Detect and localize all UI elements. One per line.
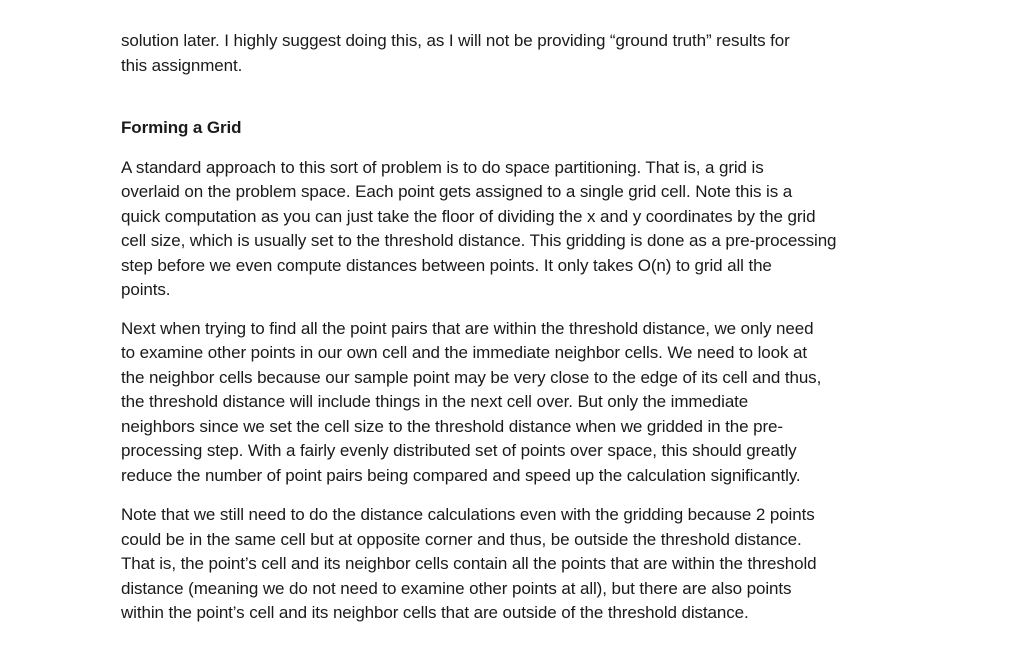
text-line: points.: [121, 280, 171, 299]
text-line: this assignment.: [121, 55, 243, 75]
text-line: cell size, which is usually set to the threshold distance. This gridding is done as a pre-processing: [121, 231, 837, 250]
text-line: quick computation as you can just take the floor of dividing the x and y coordinates by the grid: [121, 206, 816, 226]
text-line: processing step. With a fairly evenly distributed set of points over space, this should greatly: [121, 441, 797, 460]
text-line: could be in the same cell but at opposite corner and thus, be outside the threshold distance.: [121, 529, 802, 549]
document-page: [121, 29, 911, 626]
text-line: Note that we still need to do the distance calculations even with the gridding because 2 points: [121, 505, 815, 524]
paragraph-neighbor-cells: [121, 317, 911, 489]
text-line: the neighbor cells because our sample point may be very close to the edge of its cell and thus,: [121, 367, 822, 387]
text-line: step before we even compute distances between points. It only takes O(n) to grid all the: [121, 255, 772, 275]
text-line: distance (meaning we do not need to examine other points at all), but there are also points: [121, 578, 792, 598]
text-line: solution later. I highly suggest doing this, as I will not be providing “ground truth” results for: [121, 31, 790, 50]
intro-paragraph: [121, 29, 911, 78]
text-line: overlaid on the problem space. Each point gets assigned to a single grid cell. Note this is a: [121, 182, 793, 201]
paragraph-distance-calculations: [121, 503, 911, 626]
text-line: That is, the point’s cell and its neighbor cells contain all the points that are within the threshold: [121, 554, 817, 573]
text-line: Next when trying to find all the point pairs that are within the threshold distance, we only need: [121, 318, 814, 338]
text-line: to examine other points in our own cell and the immediate neighbor cells. We need to look at: [121, 343, 807, 362]
paragraph-space-partitioning: [121, 156, 911, 303]
text-line: reduce the number of point pairs being compared and speed up the calculation significantly.: [121, 465, 801, 485]
text-line: the threshold distance will include things in the next cell over. But only the immediate: [121, 392, 749, 411]
text-line: neighbors since we set the cell size to the threshold distance when we gridded in the pre-: [121, 416, 783, 436]
text-line: A standard approach to this sort of problem is to do space partitioning. That is, a grid is: [121, 157, 764, 177]
section-heading: Forming a Grid: [121, 118, 242, 137]
text-line: within the point’s cell and its neighbor cells that are outside of the threshold distance.: [121, 603, 749, 622]
